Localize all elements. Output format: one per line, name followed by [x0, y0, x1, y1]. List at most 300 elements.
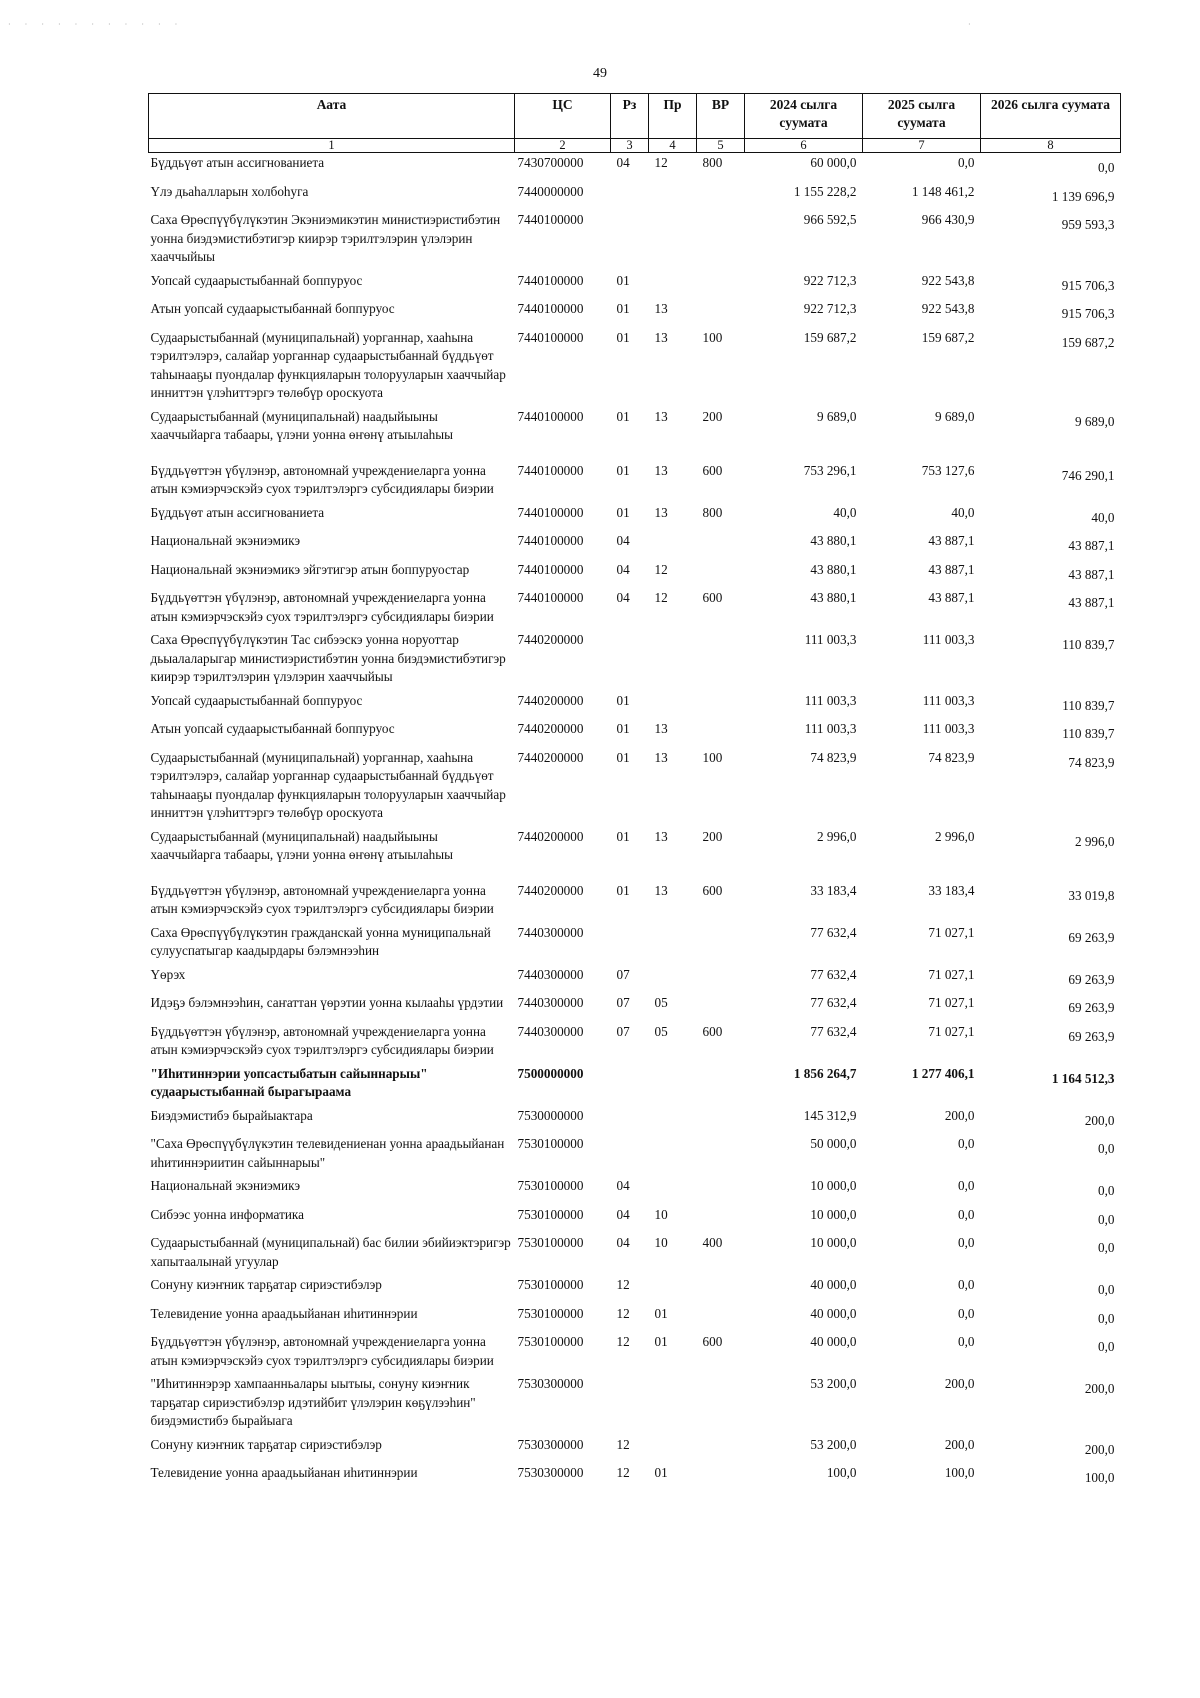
table-cell-2025: 111 003,3	[922, 721, 975, 736]
table-cell-2026: 43 887,1	[1068, 566, 1115, 582]
table-cell-rz: 01	[616, 692, 630, 708]
table-cell-rz: 01	[616, 301, 630, 316]
table-cell-2024: 159 687,2	[803, 329, 857, 345]
table-cell-2025: 0,0	[958, 1206, 975, 1222]
table-cell-pr: 13	[654, 462, 668, 478]
table-cell-name: Национальнай экэниэмикэ	[150, 1178, 300, 1193]
table-cell-2025: 0,0	[958, 1136, 975, 1151]
table-cell-cs: 7440300000	[517, 995, 584, 1010]
table-cell-pr: 12	[654, 561, 668, 577]
table-cell-2024: 33 183,4	[810, 882, 857, 898]
table-row	[149, 1233, 1121, 1275]
table-cell-pr: 01	[654, 1305, 668, 1321]
table-cell-2026: 0,0	[1098, 160, 1115, 175]
table-cell-cs: 7440300000	[517, 1023, 584, 1039]
column-number: 8	[981, 139, 1121, 153]
table-cell-cs: 7530100000	[517, 1178, 584, 1193]
table-cell-2026: 746 290,1	[1061, 467, 1115, 483]
table-cell-rz	[611, 182, 649, 211]
budget-table	[148, 93, 1121, 1492]
table-cell-2026: 0,0	[1098, 1282, 1115, 1297]
table-row	[149, 827, 1121, 881]
table-cell-rz: 01	[616, 721, 630, 736]
table-cell-rz	[611, 1106, 649, 1135]
table-cell-vr: 600	[702, 1334, 723, 1349]
table-row	[149, 407, 1121, 461]
table-cell-cs: 7440200000	[517, 882, 584, 898]
table-cell-2024: 43 880,1	[810, 533, 857, 548]
table-cell-rz: 12	[616, 1465, 630, 1480]
table-cell-2024: 100,0	[826, 1465, 857, 1480]
table-cell-2026: 200,0	[1084, 1112, 1115, 1128]
table-cell-vr: 600	[702, 1023, 723, 1039]
header-pr: Пр	[649, 94, 697, 139]
table-cell-pr	[649, 1176, 697, 1205]
table-cell-name: Бүддьүөттэн үбүлэнэр, автономнай учреждениеларга уонна атын кэмиэрчэскэйэ суох тэрилтэлэргэ субсидиялары биэрии	[150, 882, 494, 916]
table-cell-vr: 200	[702, 408, 723, 424]
table-cell-2025: 40,0	[951, 504, 975, 520]
table-row	[149, 182, 1121, 211]
table-cell-vr: 100	[702, 749, 723, 765]
table-cell-vr	[697, 923, 745, 965]
table-cell-2026: 2 996,0	[1074, 833, 1115, 849]
table-cell-2025: 0,0	[958, 1305, 975, 1321]
scan-artifacts: · · · · · · · · · · ·	[8, 20, 184, 29]
table-row	[149, 299, 1121, 328]
table-cell-2026: 40,0	[1091, 509, 1115, 525]
table-cell-vr	[697, 691, 745, 720]
table-cell-name: Сибээс уонна информатика	[150, 1206, 304, 1222]
table-cell-2024: 111 003,3	[804, 692, 857, 708]
table-cell-cs: 7440100000	[517, 272, 584, 288]
table-cell-cs: 7530100000	[517, 1206, 584, 1222]
table-cell-cs: 7440100000	[517, 533, 584, 548]
table-cell-2026: 0,0	[1098, 1141, 1115, 1156]
table-cell-name: Национальнай экэниэмикэ	[150, 533, 300, 548]
table-row	[149, 1463, 1121, 1492]
table-cell-name: Бүддьүөттэн үбүлэнэр, автономнай учреждениеларга уонна атын кэмиэрчэскэйэ суох тэрилтэлэргэ субсидиялары биэрии	[150, 590, 494, 624]
table-cell-pr: 13	[654, 828, 668, 844]
column-number: 6	[745, 139, 863, 153]
table-cell-rz	[611, 630, 649, 691]
table-cell-cs: 7440300000	[517, 924, 584, 940]
table-cell-2025: 9 689,0	[934, 408, 975, 424]
table-row	[149, 271, 1121, 300]
table-row	[149, 1176, 1121, 1205]
table-cell-rz: 01	[616, 749, 630, 765]
table-cell-name: Үлэ дьаһалларын холбоһуга	[150, 183, 309, 199]
table-cell-name: Үөрэх	[150, 966, 186, 982]
table-cell-cs: 7430700000	[517, 155, 584, 170]
table-cell-pr: 13	[654, 749, 668, 765]
table-cell-2024: 77 632,4	[810, 995, 857, 1010]
table-cell-2024: 40,0	[833, 504, 857, 520]
table-cell-2024: 1 856 264,7	[793, 1065, 857, 1081]
table-cell-cs: 7440200000	[517, 721, 584, 736]
table-cell-pr: 13	[654, 882, 668, 898]
table-cell-2026: 43 887,1	[1068, 538, 1115, 553]
table-cell-cs: 7440200000	[517, 828, 584, 844]
table-cell-name: Бүддьүөт атын ассигнованиета	[150, 504, 325, 520]
table-cell-pr	[649, 923, 697, 965]
table-cell-name: Идэҕэ бэлэмнээһин, саҥаттан үөрэтии уонна кылааһы үрдэтии	[150, 995, 504, 1010]
table-cell-2025: 0,0	[958, 1277, 975, 1292]
table-cell-rz: 12	[616, 1436, 630, 1452]
table-cell-name: Судаарыстыбаннай (муниципальнай) уорганнар, хааһына тэрилтэлэрэ, салайар уорганнар судаарыстыбаннай бүддьүөт таһынааҕы пуондалар функцияларын толорууларын хааччыйар инниттэн үлэһиттэргэ төлөбүр ороскуота	[150, 329, 506, 400]
header-2026: 2026 сылга суумата	[981, 94, 1121, 139]
table-row	[149, 503, 1121, 532]
table-cell-rz: 01	[616, 408, 630, 424]
table-cell-2026: 1 164 512,3	[1051, 1070, 1115, 1086]
table-cell-pr	[649, 1374, 697, 1435]
table-cell-2024: 111 003,3	[804, 632, 857, 647]
table-row	[149, 993, 1121, 1022]
table-row	[149, 748, 1121, 827]
column-number: 5	[697, 139, 745, 153]
table-cell-2025: 1 148 461,2	[911, 183, 975, 199]
table-cell-2025: 200,0	[944, 1436, 975, 1452]
table-cell-2026: 74 823,9	[1068, 754, 1115, 770]
table-row	[149, 630, 1121, 691]
table-row	[149, 1205, 1121, 1234]
table-cell-vr	[697, 560, 745, 589]
table-cell-pr	[649, 1275, 697, 1304]
table-cell-2024: 74 823,9	[810, 749, 857, 765]
table-cell-2025: 200,0	[944, 1376, 975, 1391]
header-2024: 2024 сылга суумата	[745, 94, 863, 139]
table-cell-pr	[649, 271, 697, 300]
table-cell-rz: 04	[616, 155, 630, 170]
table-cell-rz	[611, 1064, 649, 1106]
table-cell-cs: 7440200000	[517, 749, 584, 765]
table-cell-2025: 966 430,9	[921, 212, 975, 227]
table-cell-2024: 922 712,3	[803, 272, 857, 288]
table-cell-vr	[697, 1463, 745, 1492]
table-cell-rz: 01	[616, 329, 630, 345]
table-cell-vr: 800	[702, 504, 723, 520]
column-number: 4	[649, 139, 697, 153]
table-cell-cs: 7530300000	[517, 1465, 584, 1480]
table-cell-rz: 04	[616, 533, 630, 548]
table-cell-2025: 71 027,1	[928, 995, 975, 1010]
table-cell-2024: 10 000,0	[810, 1206, 857, 1222]
table-cell-cs: 7530100000	[517, 1277, 584, 1292]
table-cell-rz: 12	[616, 1334, 630, 1349]
table-cell-name: Судаарыстыбаннай (муниципальнай) наадыйыыны хааччыйарга табаары, үлэни уонна өҥөнү атыылаһыы	[150, 408, 453, 442]
table-cell-2025: 43 887,1	[928, 590, 975, 605]
table-cell-vr	[697, 719, 745, 748]
column-number: 7	[863, 139, 981, 153]
table-cell-vr	[697, 1176, 745, 1205]
table-cell-pr	[649, 691, 697, 720]
table-cell-2025: 111 003,3	[922, 632, 975, 647]
table-cell-2024: 40 000,0	[810, 1334, 857, 1349]
table-row	[149, 461, 1121, 503]
table-cell-name: Саха Өрөспүүбүлүкэтин гражданскай уонна муниципальнай сулууспатыгар каадырдары бэлэмнээһин	[150, 924, 491, 958]
table-cell-pr: 12	[654, 155, 668, 170]
table-cell-2025: 43 887,1	[928, 533, 975, 548]
table-cell-pr	[649, 531, 697, 560]
table-cell-2026: 959 593,3	[1061, 217, 1115, 232]
table-cell-vr	[697, 993, 745, 1022]
table-cell-rz: 01	[616, 272, 630, 288]
table-cell-vr	[697, 965, 745, 994]
table-cell-vr	[697, 182, 745, 211]
table-cell-cs: 7440000000	[517, 183, 584, 199]
table-cell-rz: 12	[616, 1305, 630, 1321]
table-cell-vr	[697, 1205, 745, 1234]
table-cell-vr	[697, 299, 745, 328]
table-body	[149, 153, 1121, 1492]
table-cell-2024: 43 880,1	[810, 561, 857, 577]
table-cell-pr: 05	[654, 1023, 668, 1039]
table-cell-pr: 13	[654, 721, 668, 736]
table-cell-2026: 69 263,9	[1068, 929, 1115, 945]
table-cell-vr: 200	[702, 828, 723, 844]
table-cell-cs: 7530300000	[517, 1376, 584, 1391]
table-cell-vr	[697, 1106, 745, 1135]
table-row	[149, 1374, 1121, 1435]
table-cell-cs: 7530100000	[517, 1305, 584, 1321]
column-number: 1	[149, 139, 515, 153]
table-row	[149, 1435, 1121, 1464]
table-cell-2026: 110 839,7	[1062, 697, 1115, 713]
table-row	[149, 560, 1121, 589]
table-cell-2024: 77 632,4	[810, 966, 857, 982]
table-row	[149, 965, 1121, 994]
table-cell-pr	[649, 1134, 697, 1176]
table-cell-cs: 7440200000	[517, 692, 584, 708]
table-cell-rz: 07	[616, 995, 630, 1010]
table-cell-2026: 0,0	[1098, 1183, 1115, 1198]
table-cell-2026: 69 263,9	[1068, 1028, 1115, 1044]
table-cell-vr: 600	[702, 590, 723, 605]
table-row	[149, 1106, 1121, 1135]
table-cell-2024: 40 000,0	[810, 1305, 857, 1321]
table-cell-2026: 33 019,8	[1068, 887, 1115, 903]
table-row	[149, 923, 1121, 965]
table-cell-2025: 43 887,1	[928, 561, 975, 577]
table-cell-vr	[697, 1304, 745, 1333]
table-cell-name: Бүддьүөттэн үбүлэнэр, автономнай учреждениеларга уонна атын кэмиэрчэскэйэ суох тэрилтэлэргэ субсидиялары биэрии	[150, 1023, 494, 1057]
table-cell-2026: 200,0	[1084, 1441, 1115, 1457]
table-cell-name: Сонуну киэҥник тарҕатар сириэстибэлэр	[150, 1277, 382, 1292]
table-cell-name: Национальнай экэниэмикэ эйгэтигэр атын боппуруостар	[150, 561, 470, 577]
table-cell-vr	[697, 1134, 745, 1176]
table-header	[149, 94, 1121, 153]
table-cell-2026: 69 263,9	[1068, 1000, 1115, 1015]
table-cell-2025: 0,0	[958, 1178, 975, 1193]
table-row	[149, 153, 1121, 182]
table-cell-pr	[649, 210, 697, 271]
table-cell-2026: 9 689,0	[1074, 413, 1115, 429]
table-cell-name: Судаарыстыбаннай (муниципальнай) уорганнар, хааһына тэрилтэлэрэ, салайар уорганнар судаарыстыбаннай бүддьүөт таһынааҕы пуондалар функцияларын толорууларын хааччыйар инниттэн үлэһиттэргэ төлөбүр ороскуота	[150, 749, 506, 820]
table-cell-2026: 0,0	[1098, 1211, 1115, 1227]
table-cell-2024: 145 312,9	[803, 1107, 857, 1123]
table-cell-2024: 43 880,1	[810, 590, 857, 605]
table-row	[149, 1064, 1121, 1106]
table-cell-pr	[649, 1106, 697, 1135]
table-cell-vr	[697, 630, 745, 691]
table-cell-2025: 0,0	[958, 1334, 975, 1349]
table-row	[149, 1275, 1121, 1304]
table-cell-vr	[697, 1064, 745, 1106]
table-cell-rz: 07	[616, 1023, 630, 1039]
table-cell-2026: 915 706,3	[1061, 306, 1115, 321]
table-row	[149, 1304, 1121, 1333]
table-cell-cs: 7440100000	[517, 329, 584, 345]
table-cell-name: Атын уопсай судаарыстыбаннай боппуруос	[150, 301, 395, 316]
table-cell-name: "Иһитиннэрэр хампаанньалары ыытыы, сонуну киэҥник тарҕатар сириэстибэлэр идэтийбит үлэлэрин көҕүлээһин" биэдэмистибэ бырайыага	[150, 1376, 476, 1428]
table-cell-2026: 0,0	[1098, 1339, 1115, 1354]
table-cell-rz: 01	[616, 828, 630, 844]
table-cell-rz: 04	[616, 1206, 630, 1222]
table-cell-rz: 04	[616, 561, 630, 577]
table-cell-rz	[611, 210, 649, 271]
table-cell-2024: 50 000,0	[810, 1136, 857, 1151]
table-cell-2024: 60 000,0	[810, 155, 857, 170]
table-cell-pr: 12	[654, 590, 668, 605]
table-cell-rz: 07	[616, 966, 630, 982]
table-cell-name: Телевидение уонна араадьыйанан иһитиннэрии	[150, 1305, 418, 1321]
table-cell-cs: 7440100000	[517, 408, 584, 424]
table-cell-cs: 7440100000	[517, 561, 584, 577]
table-cell-2026: 200,0	[1084, 1381, 1115, 1396]
table-cell-2024: 966 592,5	[803, 212, 857, 227]
table-cell-cs: 7440100000	[517, 504, 584, 520]
header-rz: Рз	[611, 94, 649, 139]
table-cell-2025: 159 687,2	[921, 329, 975, 345]
table-cell-rz: 01	[616, 504, 630, 520]
table-cell-2025: 71 027,1	[928, 1023, 975, 1039]
header-cs: ЦС	[515, 94, 611, 139]
table-cell-name: Судаарыстыбаннай (муниципальнай) наадыйыыны хааччыйарга табаары, үлэни уонна өҥөнү атыылаһыы	[150, 828, 453, 862]
table-cell-2026: 0,0	[1098, 1240, 1115, 1255]
table-cell-cs: 7530300000	[517, 1436, 584, 1452]
table-cell-cs: 7530100000	[517, 1136, 584, 1151]
table-cell-2024: 922 712,3	[803, 301, 857, 316]
table-cell-vr	[697, 1275, 745, 1304]
table-cell-vr: 800	[702, 155, 723, 170]
table-row	[149, 328, 1121, 407]
table-cell-2026: 110 839,7	[1062, 637, 1115, 652]
table-cell-2025: 2 996,0	[934, 828, 975, 844]
table-row	[149, 1022, 1121, 1064]
table-cell-2025: 753 127,6	[921, 462, 975, 478]
table-cell-rz	[611, 923, 649, 965]
table-cell-rz: 01	[616, 462, 630, 478]
table-row	[149, 588, 1121, 630]
table-cell-2025: 0,0	[958, 155, 975, 170]
table-cell-cs: 7530000000	[517, 1107, 584, 1123]
table-cell-pr: 10	[654, 1235, 668, 1250]
table-cell-cs: 7530100000	[517, 1235, 584, 1250]
table-cell-cs: 7440100000	[517, 212, 584, 227]
column-number: 2	[515, 139, 611, 153]
table-cell-cs: 7500000000	[517, 1065, 584, 1081]
table-cell-2026: 43 887,1	[1068, 595, 1115, 610]
table-cell-pr: 05	[654, 995, 668, 1010]
table-cell-name: Уопсай судаарыстыбаннай боппуруос	[150, 692, 363, 708]
table-row	[149, 531, 1121, 560]
header-vr: ВР	[697, 94, 745, 139]
table-cell-pr	[649, 1064, 697, 1106]
table-cell-2024: 10 000,0	[810, 1235, 857, 1250]
table-cell-vr: 100	[702, 329, 723, 345]
table-cell-2026: 69 263,9	[1068, 971, 1115, 987]
table-cell-pr	[649, 1435, 697, 1464]
table-cell-2024: 111 003,3	[804, 721, 857, 736]
table-cell-name: Судаарыстыбаннай (муниципальнай) бас билии эбийиэктэригэр хапытаалынай угуулар	[150, 1235, 511, 1269]
column-number: 3	[611, 139, 649, 153]
table-row	[149, 719, 1121, 748]
table-cell-2025: 1 277 406,1	[911, 1065, 975, 1081]
table-cell-2024: 77 632,4	[810, 1023, 857, 1039]
table-cell-2025: 0,0	[958, 1235, 975, 1250]
table-cell-pr: 13	[654, 504, 668, 520]
table-cell-2024: 53 200,0	[810, 1376, 857, 1391]
table-cell-cs: 7530100000	[517, 1334, 584, 1349]
table-cell-2024: 10 000,0	[810, 1178, 857, 1193]
table-cell-2026: 915 706,3	[1061, 277, 1115, 293]
page-number: 49	[593, 66, 607, 81]
table-cell-name: Атын уопсай судаарыстыбаннай боппуруос	[150, 721, 395, 736]
table-cell-2024: 53 200,0	[810, 1436, 857, 1452]
table-cell-name: Саха Өрөспүүбүлүкэтин Экэниэмикэтин министиэристибэтин уонна биэдэмистибэтигэр киирэр тэрилтэлэрин үлэлэрин хааччыйыы	[150, 212, 501, 264]
table-cell-name: Биэдэмистибэ бырайыактара	[150, 1107, 313, 1123]
table-row	[149, 1332, 1121, 1374]
table-cell-2026: 1 139 696,9	[1051, 188, 1115, 204]
header-aata: Аата	[149, 94, 515, 139]
table-cell-pr: 01	[654, 1334, 668, 1349]
table-cell-vr	[697, 1435, 745, 1464]
table-cell-pr: 13	[654, 408, 668, 424]
table-cell-2026: 159 687,2	[1061, 334, 1115, 350]
table-cell-pr: 13	[654, 301, 668, 316]
table-cell-2026: 110 839,7	[1062, 726, 1115, 741]
table-cell-2025: 33 183,4	[928, 882, 975, 898]
table-cell-vr: 600	[702, 882, 723, 898]
table-cell-vr	[697, 1374, 745, 1435]
table-cell-rz: 04	[616, 590, 630, 605]
table-cell-cs: 7440100000	[517, 301, 584, 316]
table-cell-name: Уопсай судаарыстыбаннай боппуруос	[150, 272, 363, 288]
table-cell-name: Бүддьүөттэн үбүлэнэр, автономнай учреждениеларга уонна атын кэмиэрчэскэйэ суох тэрилтэлэргэ субсидиялары биэрии	[150, 1334, 494, 1368]
table-cell-cs: 7440300000	[517, 966, 584, 982]
table-cell-2025: 111 003,3	[922, 692, 975, 708]
table-cell-2024: 2 996,0	[816, 828, 857, 844]
table-cell-pr	[649, 965, 697, 994]
table-row	[149, 691, 1121, 720]
table-cell-name: "Иһитиннэрии уопсастыбатын сайыннарыы" судаарыстыбаннай бырагыраама	[150, 1065, 428, 1099]
header-2025: 2025 сылга суумата	[863, 94, 981, 139]
table-cell-2024: 77 632,4	[810, 924, 857, 940]
table-cell-cs: 7440100000	[517, 590, 584, 605]
table-cell-2026: 0,0	[1098, 1310, 1115, 1326]
table-cell-rz	[611, 1134, 649, 1176]
table-cell-2025: 71 027,1	[928, 966, 975, 982]
table-cell-vr	[697, 271, 745, 300]
table-cell-name: Телевидение уонна араадьыйанан иһитиннэрии	[150, 1465, 418, 1480]
table-cell-rz: 12	[616, 1277, 630, 1292]
table-cell-2025: 200,0	[944, 1107, 975, 1123]
table-cell-cs: 7440200000	[517, 632, 584, 647]
table-cell-name: Саха Өрөспүүбүлүкэтин Тас сибээскэ уонна норуоттар дьыалаларыгар министиэристибэтин уонна биэдэмистибэтигэр киирэр тэрилтэлэрин үлэлэрин хааччыйыы	[150, 632, 506, 684]
table-cell-rz: 04	[616, 1178, 630, 1193]
table-cell-rz: 01	[616, 882, 630, 898]
table-cell-2025: 100,0	[944, 1465, 975, 1480]
table-cell-name: "Саха Өрөспүүбүлүкэтин телевидениенан уонна араадьыйанан иһитиннэриитин сайыннарыы"	[150, 1136, 505, 1170]
